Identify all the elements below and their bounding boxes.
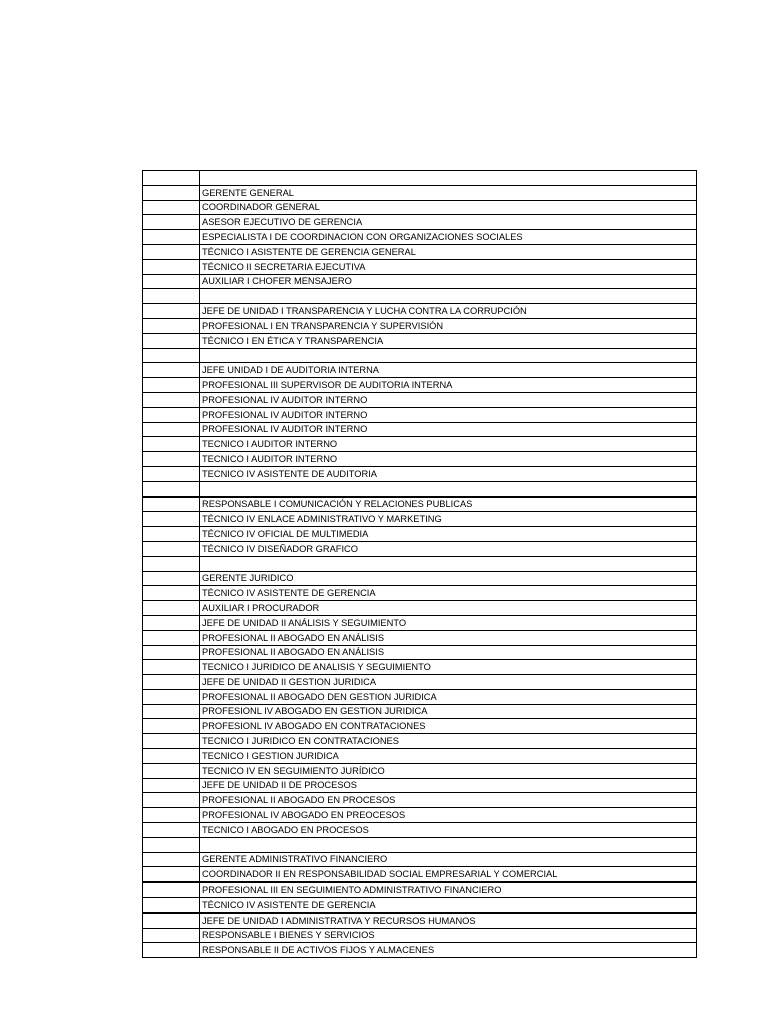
position-title-cell: AUXILIAR I CHOFER MENSAJERO (200, 274, 697, 289)
table-row (143, 719, 697, 734)
row-number-cell (143, 615, 200, 630)
position-title-cell: PROFESIONAL II ABOGADO EN ANÁLISIS (200, 630, 697, 645)
table-row (143, 378, 697, 393)
position-title-cell: TECNICO I ABOGADO EN PROCESOS (200, 823, 697, 838)
position-table-body (143, 171, 697, 958)
table-row (143, 943, 697, 958)
row-number-cell (143, 497, 200, 512)
row-number-cell (143, 407, 200, 422)
position-title-cell (200, 348, 697, 363)
position-title-cell: TECNICO IV EN SEGUIMIENTO JURÍDICO (200, 763, 697, 778)
row-number-cell (143, 778, 200, 793)
row-number-cell (143, 749, 200, 764)
row-number-cell (143, 244, 200, 259)
position-title-cell: PROFESIONAL I EN TRANSPARENCIA Y SUPERVISIÓN (200, 318, 697, 333)
table-row (143, 215, 697, 230)
row-number-cell (143, 452, 200, 467)
table-row (143, 867, 697, 882)
table-row (143, 452, 697, 467)
position-title-cell: PROFESIONAL IV AUDITOR INTERNO (200, 407, 697, 422)
position-title-cell: TÉCNICO IV DISEÑADOR GRAFICO (200, 541, 697, 556)
table-row (143, 763, 697, 778)
table-row (143, 185, 697, 200)
position-title-cell: TÉCNICO I EN ÉTICA Y TRANSPARENCIA (200, 333, 697, 348)
row-number-cell (143, 333, 200, 348)
table-row (143, 749, 697, 764)
table-row (143, 422, 697, 437)
row-number-cell (143, 318, 200, 333)
table-row (143, 512, 697, 527)
position-title-cell (200, 171, 697, 186)
row-number-cell (143, 571, 200, 586)
table-row (143, 171, 697, 186)
position-title-cell: TECNICO I GESTION JURIDICA (200, 749, 697, 764)
position-title-cell: RESPONSABLE II DE ACTIVOS FIJOS Y ALMACENES (200, 943, 697, 958)
table-row (143, 615, 697, 630)
position-table (142, 170, 697, 958)
table-row (143, 898, 697, 913)
position-title-cell (200, 481, 697, 496)
position-title-cell: GERENTE JURIDICO (200, 571, 697, 586)
position-title-cell: PROFESIONAL IV AUDITOR INTERNO (200, 422, 697, 437)
row-number-cell (143, 823, 200, 838)
row-number-cell (143, 719, 200, 734)
table-row (143, 497, 697, 512)
position-title-cell (200, 289, 697, 304)
position-title-cell: TECNICO I JURIDICO EN CONTRATACIONES (200, 734, 697, 749)
position-title-cell: PROFESIONL IV ABOGADO EN CONTRATACIONES (200, 719, 697, 734)
row-number-cell (143, 763, 200, 778)
table-row (143, 289, 697, 304)
table-row (143, 882, 697, 897)
row-number-cell (143, 274, 200, 289)
row-number-cell (143, 230, 200, 245)
position-title-cell: PROFESIONAL IV AUDITOR INTERNO (200, 392, 697, 407)
position-title-cell: TÉCNICO IV OFICIAL DE MULTIMEDIA (200, 527, 697, 542)
position-title-cell: TÉCNICO IV ASISTENTE DE GERENCIA (200, 898, 697, 913)
row-number-cell (143, 348, 200, 363)
row-number-cell (143, 392, 200, 407)
row-number-cell (143, 437, 200, 452)
row-number-cell (143, 689, 200, 704)
table-row (143, 778, 697, 793)
table-row (143, 481, 697, 496)
table-row (143, 527, 697, 542)
table-row (143, 645, 697, 660)
row-number-cell (143, 363, 200, 378)
table-row (143, 274, 697, 289)
table-row (143, 571, 697, 586)
position-title-cell: JEFE DE UNIDAD II ANÁLISIS Y SEGUIMIENTO (200, 615, 697, 630)
row-number-cell (143, 215, 200, 230)
row-number-cell (143, 512, 200, 527)
table-row (143, 304, 697, 319)
row-number-cell (143, 556, 200, 571)
position-title-cell: TÉCNICO II SECRETARIA EJECUTIVA (200, 259, 697, 274)
position-title-cell: TÉCNICO IV ASISTENTE DE GERENCIA (200, 586, 697, 601)
row-number-cell (143, 422, 200, 437)
position-title-cell: GERENTE GENERAL (200, 185, 697, 200)
position-title-cell: PROFESIONAL II ABOGADO EN PROCESOS (200, 793, 697, 808)
position-title-cell: TECNICO I AUDITOR INTERNO (200, 437, 697, 452)
position-title-cell: RESPONSABLE I BIENES Y SERVICIOS (200, 928, 697, 943)
table-row (143, 556, 697, 571)
position-title-cell (200, 837, 697, 852)
table-row (143, 586, 697, 601)
position-title-cell: TECNICO I JURIDICO DE ANALISIS Y SEGUIMIENTO (200, 660, 697, 675)
table-row (143, 200, 697, 215)
row-number-cell (143, 541, 200, 556)
table-row (143, 793, 697, 808)
position-title-cell: PROFESIONAL IV ABOGADO EN PREOCESOS (200, 808, 697, 823)
row-number-cell (143, 675, 200, 690)
table-row (143, 363, 697, 378)
table-row (143, 407, 697, 422)
table-row (143, 392, 697, 407)
row-number-cell (143, 808, 200, 823)
table-row (143, 348, 697, 363)
table-row (143, 541, 697, 556)
position-title-cell (200, 556, 697, 571)
row-number-cell (143, 882, 200, 897)
position-title-cell: PROFESIONAL II ABOGADO EN ANÁLISIS (200, 645, 697, 660)
table-row (143, 704, 697, 719)
row-number-cell (143, 734, 200, 749)
table-row (143, 437, 697, 452)
position-title-cell: JEFE DE UNIDAD I TRANSPARENCIA Y LUCHA CONTRA LA CORRUPCIÓN (200, 304, 697, 319)
table-row (143, 734, 697, 749)
row-number-cell (143, 601, 200, 616)
table-row (143, 660, 697, 675)
position-title-cell: PROFESIONL IV ABOGADO EN GESTION JURIDICA (200, 704, 697, 719)
position-title-cell: PROFESIONAL III SUPERVISOR DE AUDITORIA INTERNA (200, 378, 697, 393)
table-row (143, 259, 697, 274)
row-number-cell (143, 793, 200, 808)
table-row (143, 823, 697, 838)
row-number-cell (143, 837, 200, 852)
position-title-cell: COORDINADOR II EN RESPONSABILIDAD SOCIAL EMPRESARIAL Y COMERCIAL (200, 867, 697, 882)
row-number-cell (143, 171, 200, 186)
row-number-cell (143, 185, 200, 200)
position-title-cell: PROFESIONAL II ABOGADO DEN GESTION JURIDICA (200, 689, 697, 704)
table-row (143, 630, 697, 645)
position-title-cell: RESPONSABLE I COMUNICACIÓN Y RELACIONES PUBLICAS (200, 497, 697, 512)
position-title-cell: COORDINADOR GENERAL (200, 200, 697, 215)
row-number-cell (143, 913, 200, 928)
position-title-cell: GERENTE ADMINISTRATIVO FINANCIERO (200, 852, 697, 867)
position-title-cell: ASESOR EJECUTIVO DE GERENCIA (200, 215, 697, 230)
row-number-cell (143, 481, 200, 496)
row-number-cell (143, 466, 200, 481)
position-title-cell: TÉCNICO I ASISTENTE DE GERENCIA GENERAL (200, 244, 697, 259)
table-row (143, 333, 697, 348)
position-title-cell: JEFE DE UNIDAD I ADMINISTRATIVA Y RECURSOS HUMANOS (200, 913, 697, 928)
row-number-cell (143, 630, 200, 645)
table-row (143, 466, 697, 481)
row-number-cell (143, 645, 200, 660)
table-row (143, 928, 697, 943)
row-number-cell (143, 928, 200, 943)
row-number-cell (143, 586, 200, 601)
table-row (143, 837, 697, 852)
row-number-cell (143, 867, 200, 882)
position-title-cell: PROFESIONAL III EN SEGUIMIENTO ADMINISTRATIVO FINANCIERO (200, 882, 697, 897)
row-number-cell (143, 704, 200, 719)
table-row (143, 244, 697, 259)
row-number-cell (143, 289, 200, 304)
table-row (143, 852, 697, 867)
row-number-cell (143, 527, 200, 542)
row-number-cell (143, 304, 200, 319)
table-row (143, 675, 697, 690)
position-title-cell: JEFE DE UNIDAD II DE PROCESOS (200, 778, 697, 793)
table-row (143, 689, 697, 704)
position-title-cell: ESPECIALISTA I DE COORDINACION CON ORGANIZACIONES SOCIALES (200, 230, 697, 245)
row-number-cell (143, 852, 200, 867)
table-row (143, 318, 697, 333)
row-number-cell (143, 200, 200, 215)
position-title-cell: JEFE UNIDAD I DE AUDITORIA INTERNA (200, 363, 697, 378)
table-row (143, 230, 697, 245)
table-row (143, 913, 697, 928)
row-number-cell (143, 259, 200, 274)
position-title-cell: JEFE DE UNIDAD II GESTION JURIDICA (200, 675, 697, 690)
row-number-cell (143, 660, 200, 675)
row-number-cell (143, 898, 200, 913)
position-title-cell: AUXILIAR I PROCURADOR (200, 601, 697, 616)
position-title-cell: TÉCNICO IV ENLACE ADMINISTRATIVO Y MARKETING (200, 512, 697, 527)
row-number-cell (143, 943, 200, 958)
position-title-cell: TECNICO IV ASISTENTE DE AUDITORIA (200, 466, 697, 481)
table-row (143, 601, 697, 616)
position-title-cell: TECNICO I AUDITOR INTERNO (200, 452, 697, 467)
table-row (143, 808, 697, 823)
row-number-cell (143, 378, 200, 393)
